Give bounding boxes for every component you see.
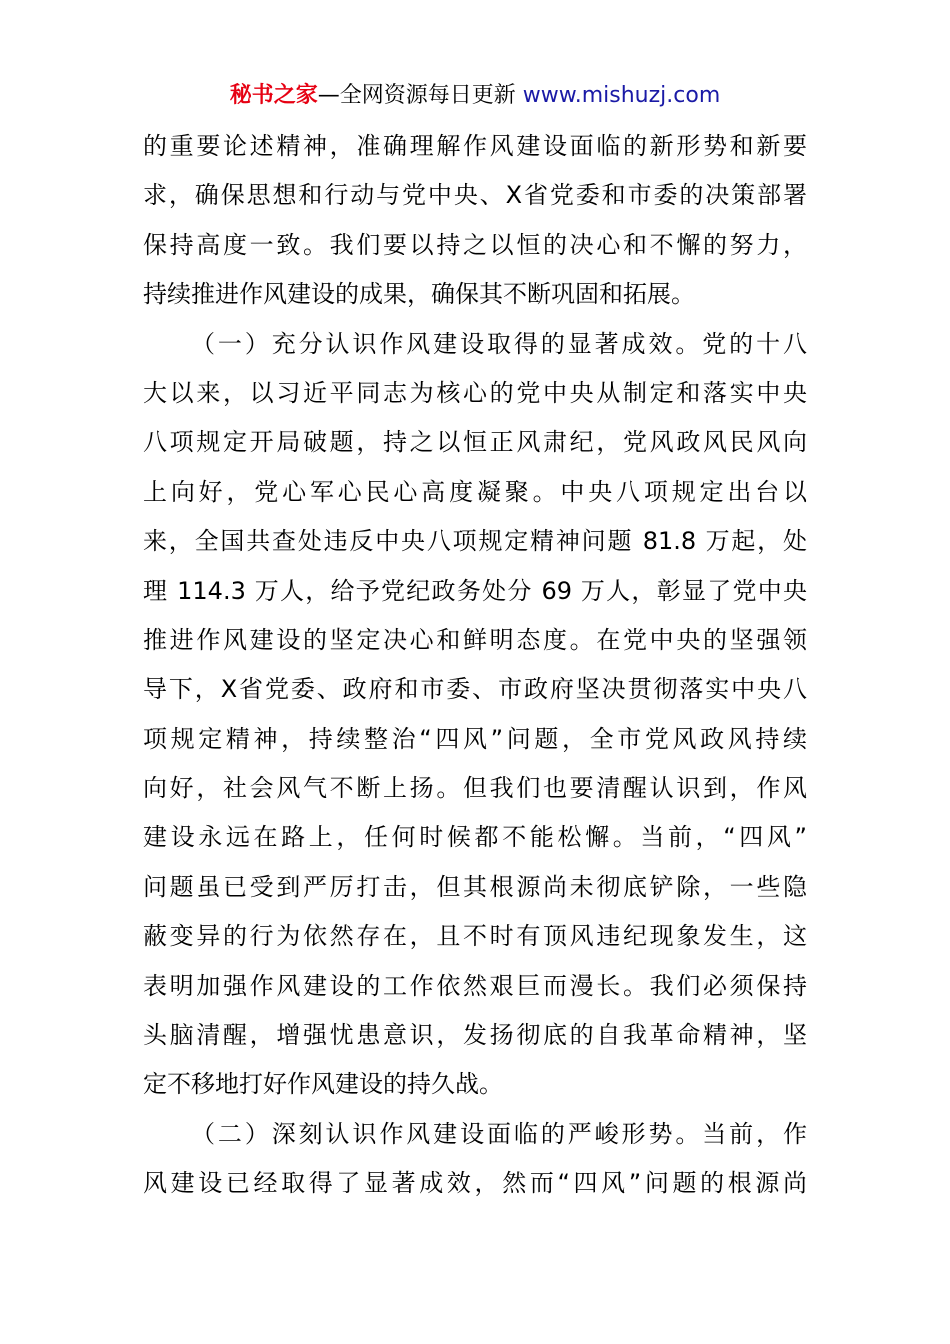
brand-name: 秘书之家 <box>229 83 318 108</box>
text-line: 导下，X省党委、政府和市委、市政府坚决贯彻落实中央八 <box>143 675 807 704</box>
text-line: 持续推进作风建设的成果，确保其不断巩固和拓展。 <box>143 280 695 309</box>
text-line: 向好，社会风气不断上扬。但我们也要清醒认识到，作风 <box>143 774 807 803</box>
text-line: 上向好，党心军心民心高度凝聚。中央八项规定出台以 <box>143 477 807 506</box>
text-line: 项规定精神，持续整治“四风”问题，全市党风政风持续 <box>143 724 807 753</box>
text-line: 理 114.3 万人，给予党纪政务处分 69 万人，彰显了党中央 <box>143 576 807 605</box>
text-line: 头脑清醒，增强忧患意识，发扬彻底的自我革命精神，坚 <box>143 1021 807 1050</box>
watermark-header <box>0 80 950 112</box>
text-line: 推进作风建设的坚定决心和鲜明态度。在党中央的坚强领 <box>143 625 807 654</box>
text-line: 求，确保思想和行动与党中央、X省党委和市委的决策部署 <box>143 181 807 210</box>
text-line: 风建设已经取得了显著成效，然而“四风”问题的根源尚 <box>143 1169 807 1198</box>
text-line: 建设永远在路上，任何时候都不能松懈。当前，“四风” <box>143 823 807 852</box>
document-body <box>143 122 807 1209</box>
section-heading-line: （二）深刻认识作风建设面临的严峻形势。当前，作 <box>191 1119 807 1148</box>
text-line: 的重要论述精神，准确理解作风建设面临的新形势和新要 <box>143 132 807 160</box>
text-line: 来，全国共查处违反中央八项规定精神问题 81.8 万起，处 <box>143 527 807 556</box>
text-line: 表明加强作风建设的工作依然艰巨而漫长。我们必须保持 <box>143 971 807 1000</box>
text-line: 八项规定开局破题，持之以恒正风肃纪，党风政风民风向 <box>143 428 807 457</box>
text-line: 蔽变异的行为依然存在，且不时有顶风违纪现象发生，这 <box>143 922 807 951</box>
text-line: 问题虽已受到严厉打击，但其根源尚未彻底铲除，一些隐 <box>143 872 807 901</box>
header-tagline: —全网资源每日更新 <box>317 83 523 108</box>
text-line: 大以来，以习近平同志为核心的党中央从制定和落实中央 <box>143 378 807 407</box>
site-url[interactable]: www.mishuzj.com <box>522 83 721 108</box>
text-line: 定不移地打好作风建设的持久战。 <box>143 1070 503 1099</box>
text-line: 保持高度一致。我们要以持之以恒的决心和不懈的努力， <box>143 230 807 259</box>
section-heading-line: （一）充分认识作风建设取得的显著成效。党的十八 <box>191 329 807 358</box>
